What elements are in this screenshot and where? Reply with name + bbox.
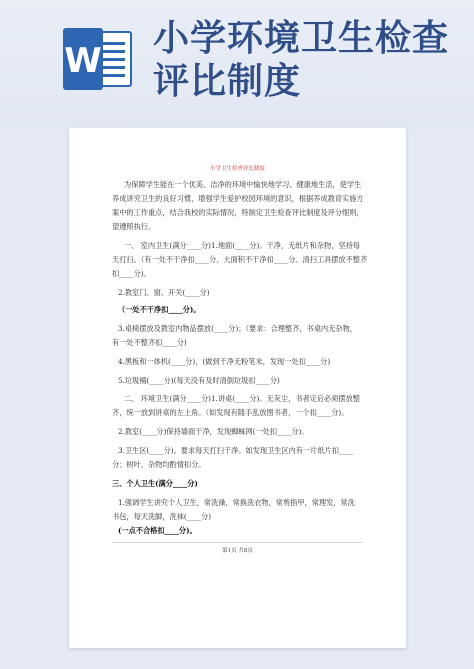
paragraph-line: 望遵照执行。 [112,222,156,231]
paragraph-line-bold: (一点不合格扣____分)。 [118,526,197,535]
paragraph-line-bold: （一处不干净扣____分)。 [118,305,201,314]
paragraph-line: 1.强调学生讲究个人卫生，常洗澡，常换洗衣物，常剪指甲，常理发，常洗 [118,498,355,507]
paragraph-line: 3.桌椅摆放及教室内物品摆放(____分)；（要求：合理整齐，书桌内无杂物， [118,324,357,333]
footer-divider [112,542,363,543]
page-title: 小学环境卫生检查 [153,18,450,59]
paragraph-line: 扣____分)。 [112,269,151,278]
paragraph-line: 有一处不整齐扣____分) [112,338,187,347]
word-document-icon [63,28,133,90]
paragraph-line: 分；树叶、杂物均酌情扣分。 [112,460,206,469]
paragraph-line: 养成讲究卫生的良好习惯，增强学生爱护校园环境的意识，根据养成教育实施方 [112,194,364,203]
paragraph-line: 案中的工作重点，结合我校的实际情况，特制定卫生检查评比制度及评分细则， [112,208,364,217]
svg-text:W: W [64,41,102,81]
section-heading: 三、个人卫生(满分____分) [112,479,198,488]
header-banner [0,0,474,130]
paragraph-line: 3.卫生区(____分)。要求每天打扫干净。如发现卫生区内有一片纸片扣____ [118,446,354,455]
paragraph-line: 2.教室门、窗、开关(____分) [118,288,210,297]
paragraph-line: 为保障学生能在一个优美、洁净的环境中愉快地学习、健康地生活，使学生 [124,180,362,189]
document-title: 小学卫生检查评比制度 [209,166,265,172]
paragraph-line: 书包，每天洗脚，洗袜(____分) [112,512,212,521]
paragraph-line: 2.教室(____分)保持墙面干净，发现蜘蛛网(一处扣____分)。 [118,427,309,436]
paragraph-line: 5.垃圾桶(____分)(每天没有及时清倒垃圾扣____分) [118,376,280,385]
page-subtitle: 评比制度 [153,61,302,102]
document-page [69,128,406,648]
paragraph-line: 4.黑板和一体机(____分)，(做到干净无粉笔末，发现一处扣____分) [118,357,331,366]
paragraph-line: 一、 室内卫生(满分____分)1.地面(____分)。干净，无纸片和杂物，坚持每 [124,241,360,250]
page-number: 第1页 共8页 [222,548,253,554]
paragraph-line: 齐，统一放到讲桌的左上角。（如发现有随手乱放图书者，一个扣____分)。 [112,408,349,417]
paragraph-line: 天打扫。（有一处不干净扣____分、大面积不干净扣____分、清扫工具摆放不整齐 [112,255,368,264]
paragraph-line: 二、 环境卫生(满分____分)1.讲桌(____分)。无灰尘，书者定后必须摆放整 [124,394,360,403]
